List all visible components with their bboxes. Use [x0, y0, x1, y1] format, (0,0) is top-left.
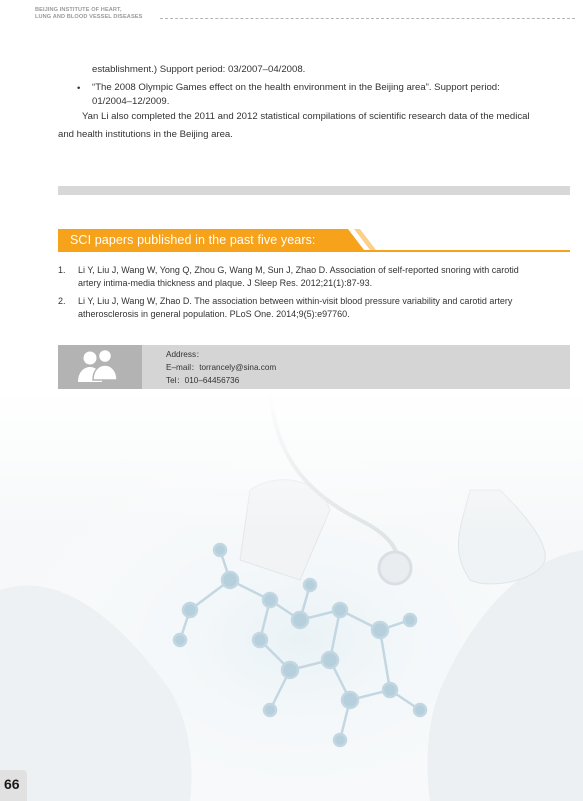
reference-line-2: artery intima-media thickness and plaque. J Sleep Res. 2012;21(1):87-93. — [78, 277, 373, 288]
separator-band — [58, 186, 570, 195]
section-rule — [58, 250, 570, 252]
contact-phone: Tel：010–64456736 — [166, 376, 240, 385]
header-line-2: LUNG AND BLOOD VESSEL DISEASES — [35, 14, 143, 20]
reference-item — [78, 295, 512, 320]
header-line-1: BEIJING INSTITUTE OF HEART, — [35, 7, 122, 13]
bullet-item — [92, 81, 570, 108]
reference-item — [78, 264, 519, 289]
bullet-mark: • — [77, 83, 81, 94]
page-number: 66 — [4, 776, 20, 792]
contact-address: Address： — [166, 350, 205, 359]
reference-number: 1. — [58, 265, 66, 275]
header-rule — [160, 18, 575, 19]
reference-line-1: Li Y, Liu J, Wang W, Yong Q, Zhou G, Wang M, Sun J, Zhao D. Association of self-reported snoring with carotid — [78, 265, 519, 275]
section-title: SCI papers published in the past five years: — [70, 233, 316, 247]
reference-line-2: atherosclerosis in general population. PLoS One. 2014;9(5):e97760. — [78, 308, 350, 319]
paragraph-line-1: Yan Li also completed the 2011 and 2012 statistical compilations of scientific research data of the medical — [82, 111, 530, 122]
contact-email: E–mail：torrancely@sina.com — [166, 363, 277, 372]
paragraph-line-2: and health institutions in the Beijing area. — [58, 129, 233, 140]
continuation-text: establishment.) Support period: 03/2007–04/2008. — [92, 64, 306, 75]
bullet-line-1: “The 2008 Olympic Games effect on the health environment in the Beijing area”. Support period: — [92, 82, 500, 93]
reference-number: 2. — [58, 296, 66, 306]
page-number-box — [0, 770, 27, 801]
bullet-line-2: 01/2004–12/2009. — [92, 95, 170, 107]
background-illustration — [0, 390, 583, 801]
avatar — [58, 345, 142, 389]
people-icon — [58, 345, 142, 389]
reference-line-1: Li Y, Liu J, Wang W, Zhao D. The association between within-visit blood pressure variability and carotid artery — [78, 296, 513, 306]
running-header — [35, 7, 142, 21]
contact-box — [58, 345, 570, 389]
